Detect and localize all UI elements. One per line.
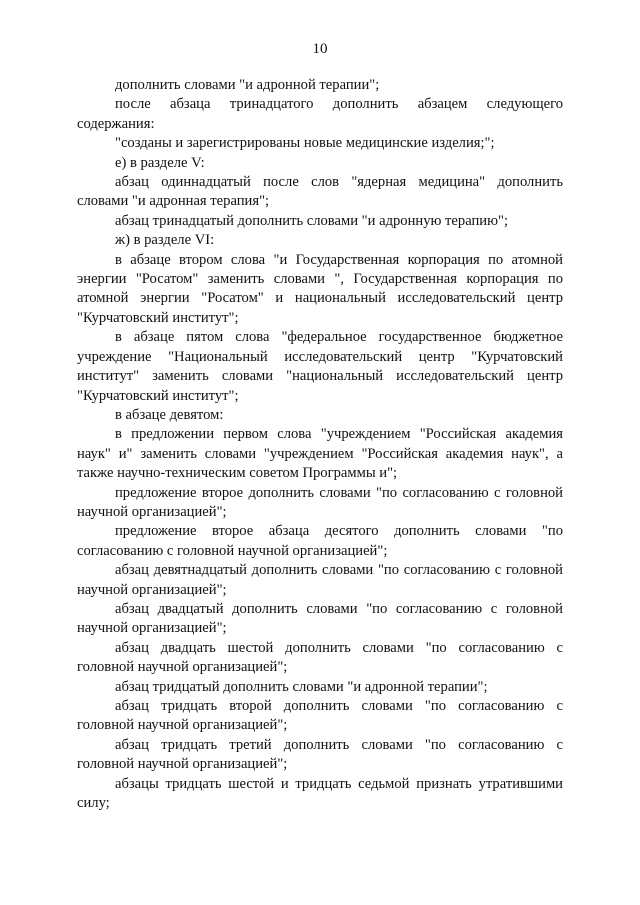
page-number: 10 <box>312 41 328 57</box>
paragraph: после абзаца тринадцатого дополнить абзацем следующего содержания: <box>77 96 563 132</box>
document-body <box>77 76 563 813</box>
paragraph: абзац тридцать третий дополнить словами "по согласованию с головной научной организацией"; <box>77 736 563 773</box>
paragraph: абзац двадцать шестой дополнить словами "по согласованию с головной научной организацией"; <box>77 639 563 676</box>
paragraph: в абзаце втором слова "и Государственная корпорация по атомной энергии "Росатом" заменить словами ", Государственная корпорация по атомной энергии "Росатом" и национальный исследовательский центр "Курчатовский институт"; <box>77 251 563 326</box>
paragraph: ж) в разделе VI: <box>115 232 215 249</box>
paragraph: в предложении первом слова "учреждением "Российская академия наук" и" заменить словами "учреждением "Российская академия наук", а также научно-техническим советом Программы и"; <box>77 426 563 482</box>
paragraph: абзац тринадцатый дополнить словами "и адронную терапию"; <box>115 212 509 229</box>
paragraph: абзац двадцатый дополнить словами "по согласованию с головной научной организацией"; <box>77 600 563 637</box>
paragraph: предложение второе дополнить словами "по согласованию с головной научной организацией"; <box>77 484 563 520</box>
paragraph: абзац девятнадцатый дополнить словами "по согласованию с головной научной организацией"; <box>77 562 563 598</box>
paragraph: абзацы тридцать шестой и тридцать седьмой признать утратившими силу; <box>77 775 563 812</box>
paragraph: абзац одиннадцатый после слов "ядерная медицина" дополнить словами "и адронная терапия"; <box>77 174 563 210</box>
paragraph: абзац тридцать второй дополнить словами "по согласованию с головной научной организацией"; <box>77 698 563 734</box>
paragraph: е) в разделе V: <box>115 154 205 171</box>
paragraph: в абзаце девятом: <box>115 406 224 423</box>
paragraph: дополнить словами "и адронной терапии"; <box>115 77 380 93</box>
paragraph: абзац тридцатый дополнить словами "и адронной терапии"; <box>115 678 488 695</box>
paragraph: "созданы и зарегистрированы новые медицинские изделия;"; <box>115 135 495 152</box>
paragraph: предложение второе абзаца десятого дополнить словами "по согласованию с головной научной организацией"; <box>77 523 563 559</box>
paragraph: в абзаце пятом слова "федеральное государственное бюджетное учреждение "Национальный исследовательский центр "Курчатовский институт" заменить словами "национальный исследовательский центр "Курчатовский институт"; <box>77 329 563 404</box>
